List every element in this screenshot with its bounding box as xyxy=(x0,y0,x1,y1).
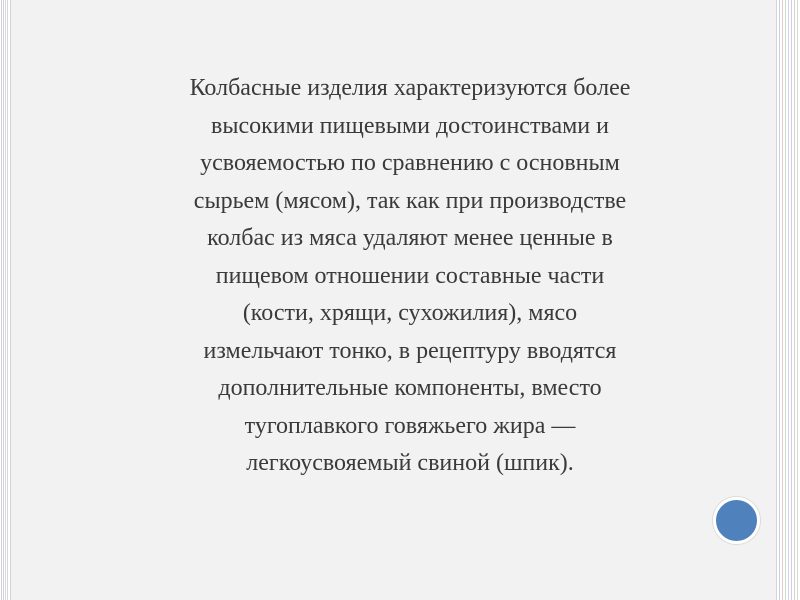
slide-body-text: Колбасные изделия характеризуются более высокими пищевыми достоинствами и усвояемостью по сравнению с основным сырьем (мясом), так как при производстве колбас из мяса удаляют менее ценные в пищевом отношении составные части (кости, хрящи, сухожилия), мясо измельчают тонко, в рецептуру вводятся дополнительные компоненты, вместо тугоплавкого говяжьего жира — легкоусвояемый свиной (шпик). xyxy=(189,75,631,476)
decorative-circle-icon xyxy=(713,497,760,544)
stripe xyxy=(1,0,2,600)
stripe xyxy=(788,0,789,600)
stripe xyxy=(791,0,792,600)
stripe xyxy=(7,0,8,600)
stripe xyxy=(782,0,783,600)
stripe xyxy=(5,0,6,600)
stripe xyxy=(794,0,795,600)
stripe xyxy=(3,0,4,600)
right-decorative-stripes xyxy=(777,0,800,600)
left-decorative-stripes xyxy=(0,0,10,600)
stripe xyxy=(785,0,786,600)
stripe xyxy=(779,0,780,600)
stripe xyxy=(797,0,798,600)
